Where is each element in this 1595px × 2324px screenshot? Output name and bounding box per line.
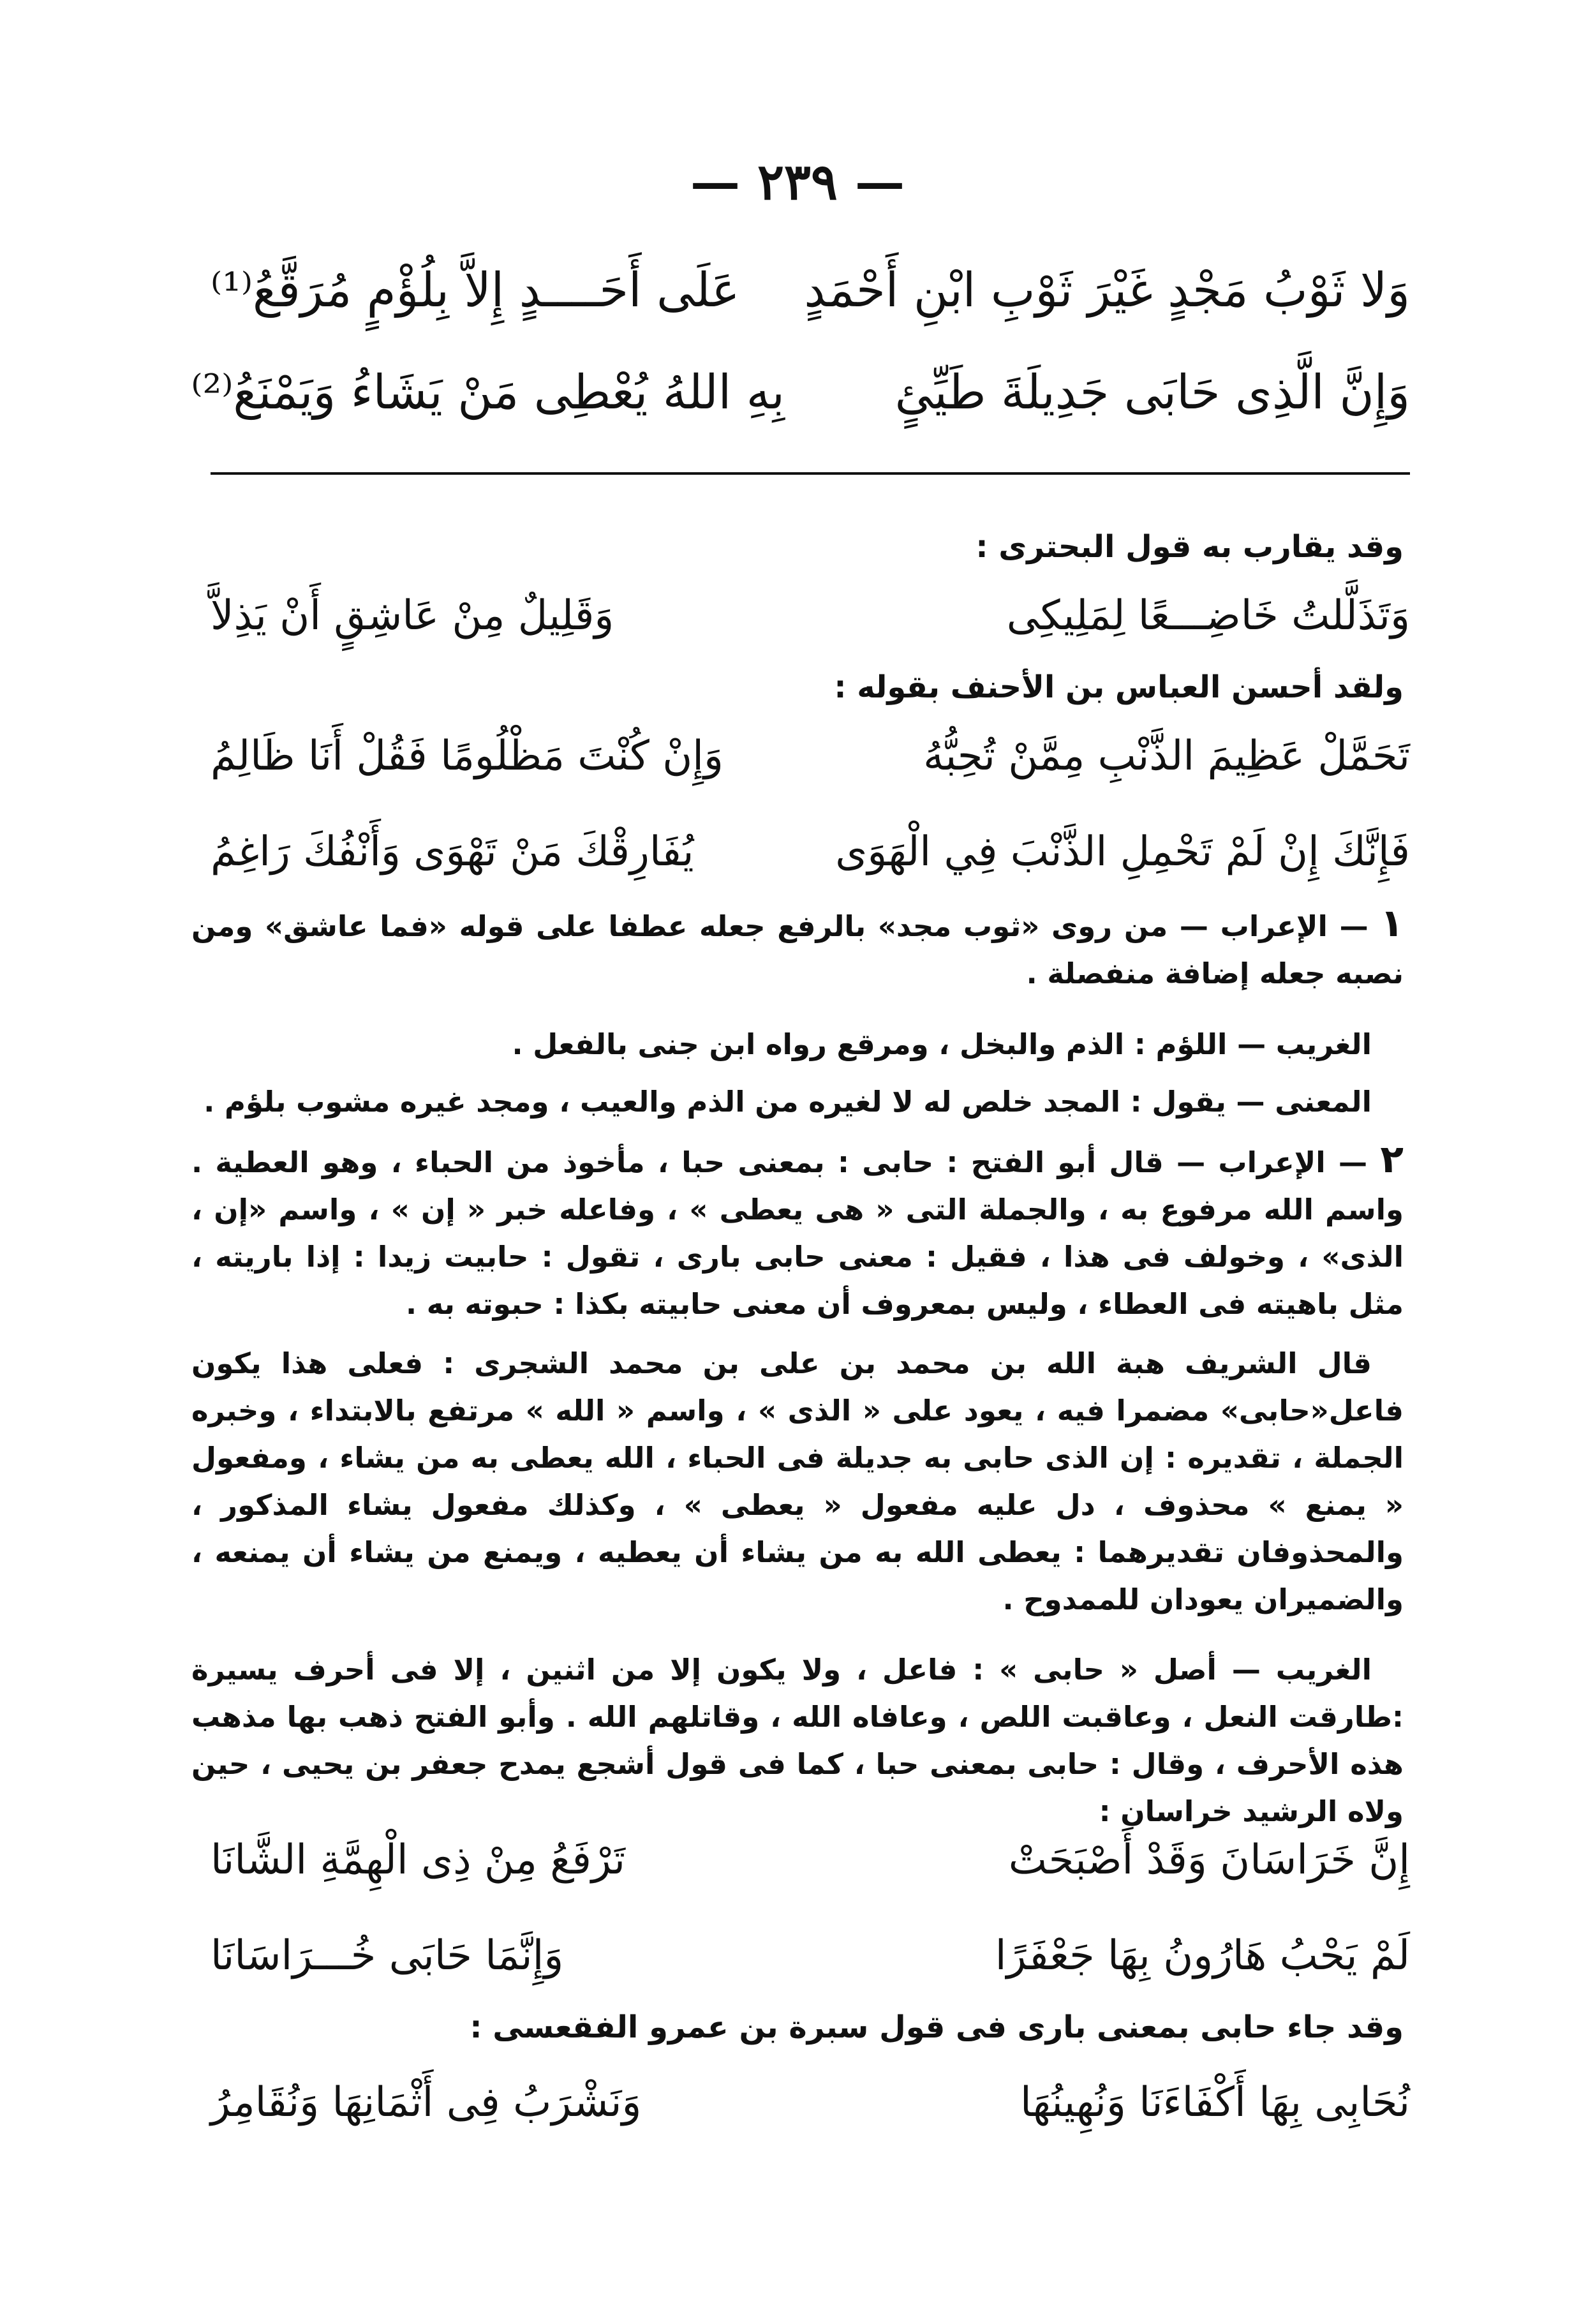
footnote-verse-abbas-1 [211, 715, 1410, 798]
verse-hemistich-first: وَإِنَّ الَّذِى حَابَى جَدِيلَةَ طَيِّئٍ [894, 365, 1410, 420]
verse-hemistich-second: بِهِ اللهُ يُعْطِى مَنْ يَشَاءُ وَيَمْنَعُ⁽²⁾ [191, 365, 785, 420]
footnote-verse-ashja-2 [211, 1914, 1410, 1997]
verse-hemistich-second: وَإِنَّمَا حَابَى خُـــرَاسَانَا [211, 1932, 564, 1979]
footnote-2-sharif: قال الشريف هبة الله بن محمد بن على بن محمد الشجرى : فعلى هذا يكون فاعل«حابى» مضمرا فيه ، يعود على « الذى » ، واسم « الله » مرتفع بالابتداء ، وخبره الجملة ، تقديره : إن الذى حابى به جديلة فى الحباء ، الله يعطى به من يشاء ، ومفعول « يمنع » محذوف ، دل عليه مفعول « يعطى » ، وكذلك مفعول يشاء المذكور ، والمحذوفان تقديرهما : يعطى الله به من يشاء أن يعطيه ، ويمنع من يشاء أن يمنعه ، والضميران يعودان للممدوح . [191, 1346, 1404, 1616]
page-number: — ٢٣٩ — [690, 153, 905, 211]
footnote-text: — الإعراب — من روى «ثوب مجد» بالرفع جعله عطفا على قوله «فما عاشق» ومن نصبه جعله إضافة منفصلة . [191, 909, 1404, 990]
verse-hemistich-second: وَقَلِيلٌ مِنْ عَاشِقٍ أَنْ يَذِلاَّ [211, 592, 614, 639]
footnote-1-maana: المعنى — يقول : المجد خلص له لا لغيره من الذم والعيب ، ومجد غيره مشوب بلؤم . [204, 1085, 1372, 1119]
verse-hemistich-first: لَمْ يَحْبُ هَارُونُ بِهَا جَعْفَرًا [995, 1932, 1410, 1979]
verse-hemistich-first: إِنَّ خَرَاسَانَ وَقَدْ أَصْبَحَتْ [1008, 1836, 1410, 1884]
footnote-1-gharib: الغريب — اللؤم : الذم والبخل ، ومرقع رواه ابن جنى بالفعل . [512, 1027, 1372, 1061]
verse-hemistich-second: وَإِنْ كُنْتَ مَظْلُومًا فَقُلْ أَنَا ظَالِمُ [211, 733, 723, 780]
footnote-verse-sabra [211, 2061, 1410, 2144]
footnote-verse-abbas-2 [211, 810, 1410, 893]
main-verse-2 [191, 351, 1410, 434]
footnote-verse-ashja-1 [211, 1819, 1410, 1902]
verse-hemistich-second: عَلَى أَحَــــدٍ إِلاَّ بِلُؤْمٍ مُرَقَّعُ⁽¹⁾ [211, 263, 740, 318]
footnote-2-irab [191, 1136, 1404, 1328]
verse-hemistich-first: تَحَمَّلْ عَظِيمَ الذَّنْبِ مِمَّنْ تُحِبُّهُ [923, 733, 1410, 780]
verse-hemistich-second: تَرْفَعُ مِنْ ذِى الْهِمَّةِ الشَّانَا [211, 1836, 626, 1884]
footnote-intro-sabra: وقد جاء حابى بمعنى بارى فى قول سبرة بن عمرو الفقعسى : [470, 2009, 1404, 2045]
main-verse-1 [211, 249, 1410, 332]
footnote-number: ١ [1380, 901, 1404, 946]
footnote-number: ٢ [1380, 1137, 1404, 1182]
footnote-text: — الإعراب — قال أبو الفتح : حابى : بمعنى حبا ، مأخوذ من الحباء ، وهو العطية . واسم الله مرفوع به ، والجملة التى « هى يعطى » ، وفاعله خبر « إن » ، واسم «إن ، الذى» ، وخولف فى هذا ، فقيل : معنى حابى بارى ، تقول : حابيت زيدا : إذا باريته ، مثل باهيته فى العطاء ، وليس بمعروف أن معنى حابيته بكذا : حبوته به . [191, 1145, 1404, 1321]
verse-hemistich-first: وَلا ثَوْبُ مَجْدٍ غَيْرَ ثَوْبِ ابْنِ أَحْمَدٍ [804, 263, 1410, 318]
footnote-1-irab [191, 900, 1404, 997]
verse-hemistich-second: وَنَشْرَبُ فِى أَثْمَانِهَا وَنُقَامِرُ [211, 2079, 642, 2126]
verse-hemistich-first: فَإِنَّكَ إِنْ لَمْ تَحْمِلِ الذَّنْبَ فِي الْهَوَى [835, 828, 1410, 875]
footnote-intro-abbas: ولقد أحسن العباس بن الأحنف بقوله : [834, 669, 1404, 705]
verse-hemistich-first: وَتَذَلَّلتُ خَاضِـــعًا لِمَلِيكِى [1006, 592, 1410, 639]
verse-hemistich-first: نُحَابِى بِهَا أَكْفَاءَنَا وَنُهِينُهَا [1020, 2079, 1410, 2126]
footnote-divider [211, 472, 1410, 475]
footnote-2-gharib: الغريب — أصل « حابى » : فاعل ، ولا يكون إلا من اثنين ، إلا فى أحرف يسيرة :طارقت النعل ، وعاقبت اللص ، وعافاه الله ، وقاتلهم الله . وأبو الفتح ذهب بها مذهب هذه الأحرف ، وقال : حابى بمعنى حبا ، كما فى قول أشجع يمدح جعفر بن يحيى ، حين ولاه الرشيد خراسان : [191, 1653, 1404, 1828]
verse-hemistich-second: يُفَارِقْكَ مَنْ تَهْوَى وَأَنْفُكَ رَاغِمُ [211, 828, 694, 875]
footnote-intro-buhturi: وقد يقارب به قول البحترى : [976, 529, 1404, 565]
footnote-verse-buhturi [211, 574, 1410, 657]
